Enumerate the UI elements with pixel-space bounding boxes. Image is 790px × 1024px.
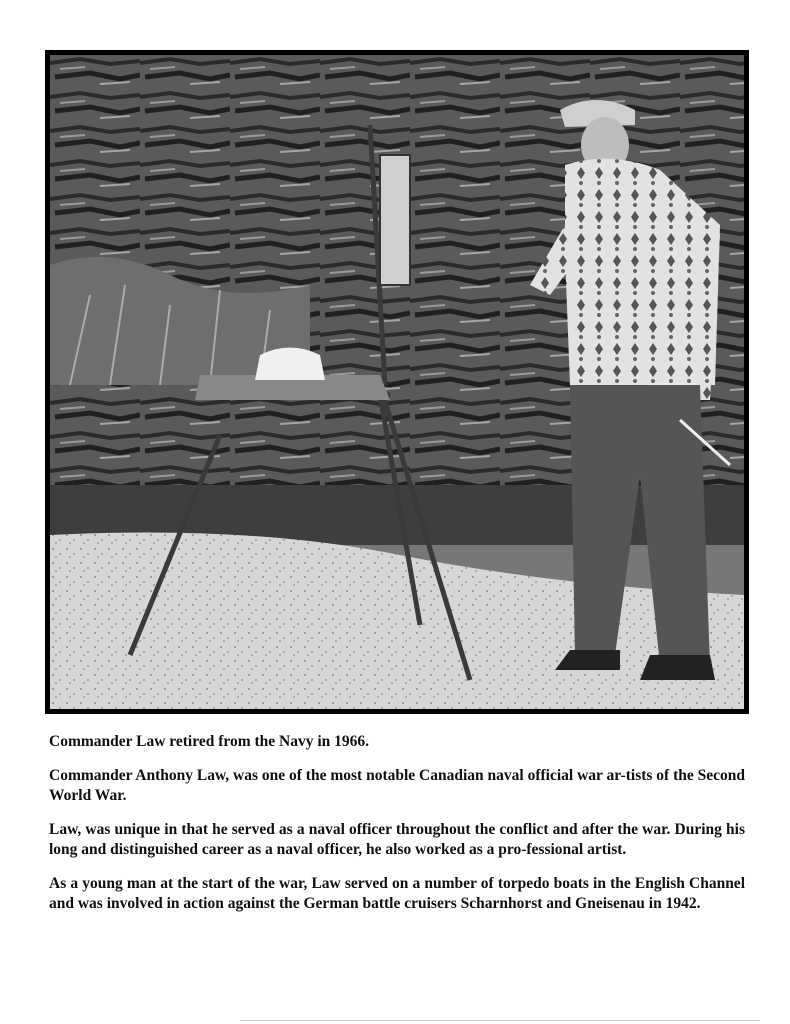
paragraph: Commander Law retired from the Navy in 1966. xyxy=(49,733,370,750)
paragraph: As a young man at the start of the war, Law served on a number of torpedo boats in the English Channel and was involved in action against the German battle cruisers Scharnhorst and Gneisenau in 1942. xyxy=(49,875,745,912)
paragraph: Law, was unique in that he served as a naval officer throughout the conflict and after the war. During his long and distinguished career as a naval officer, he also worked as a pro-fessional artist. xyxy=(49,821,745,858)
paragraph: Commander Anthony Law, was one of the most notable Canadian naval official war ar-tists of the Second World War. xyxy=(49,767,745,804)
caption-text xyxy=(49,732,745,928)
photo-illustration xyxy=(50,55,744,709)
scan-edge-line xyxy=(240,1020,760,1021)
photograph xyxy=(45,50,749,714)
